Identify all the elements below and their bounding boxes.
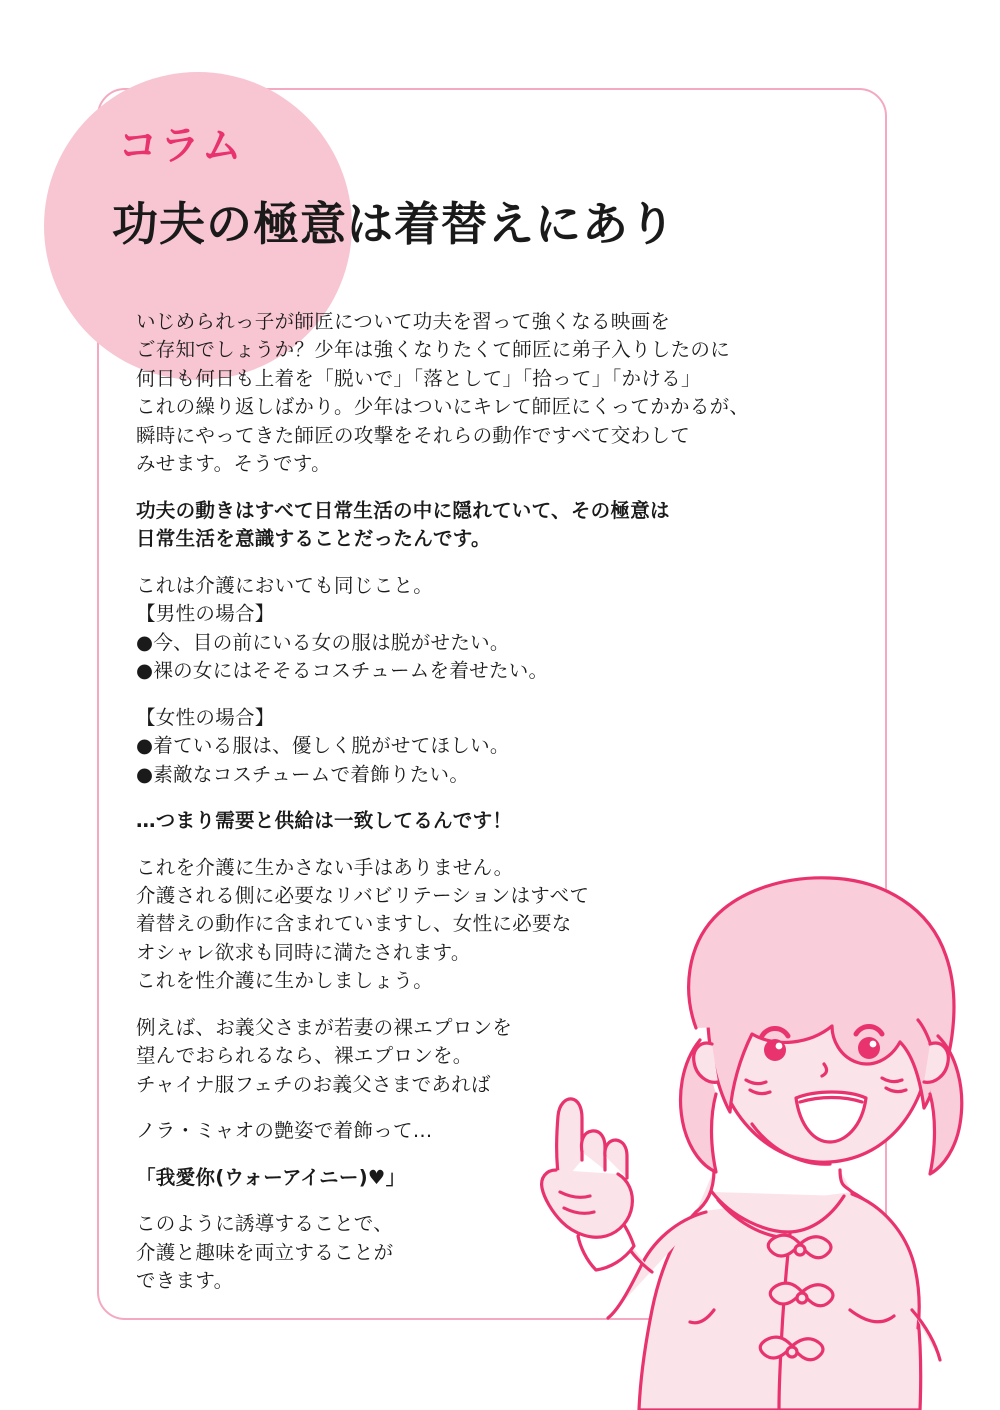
body-line: 【女性の場合】 — [136, 705, 275, 729]
body-paragraph — [136, 807, 836, 835]
body-line: 望んでおられるなら、裸エプロンを。 — [136, 1044, 473, 1068]
column-kicker: コラム — [118, 123, 244, 169]
body-line: ●素敵なコスチュームで着飾りたい。 — [136, 762, 470, 786]
body-line: 何日も何日も上着を「脱いで」「落として」「拾って」「かける」 — [136, 366, 701, 390]
body-paragraph — [136, 308, 836, 479]
body-line: チャイナ服フェチのお義父さまであれば — [136, 1072, 491, 1096]
body-line: 着替えの動作に含まれていますし、女性に必要な — [136, 912, 572, 936]
body-paragraph — [136, 704, 836, 789]
body-line: 【男性の場合】 — [136, 602, 275, 626]
body-line: オシャレ欲求も同時に満たされます。 — [136, 940, 471, 964]
body-line: …つまり需要と供給は一致してるんです！ — [136, 809, 513, 833]
body-line: 介護される側に必要なリバビリテーションはすべて — [136, 883, 590, 907]
body-line: 「我愛你(ウォーアイニー)♥」 — [136, 1165, 406, 1189]
body-paragraph — [136, 572, 836, 686]
body-line: できます。 — [136, 1269, 234, 1293]
body-paragraph — [136, 1164, 836, 1192]
body-line: ご存知でしょうか？少年は強くなりたくて師匠に弟子入りしたのに — [136, 338, 731, 362]
body-line: これの繰り返しばかり。少年はついにキレて師匠にくってかかるが、 — [136, 395, 750, 419]
body-line: ●今、目の前にいる女の服は脱がせたい。 — [136, 630, 510, 654]
body-paragraph — [136, 1014, 836, 1099]
body-line: 介護と趣味を両立することが — [136, 1240, 394, 1264]
body-line: ●裸の女にはそそるコスチュームを着せたい。 — [136, 659, 549, 683]
body-line: みせます。そうです。 — [136, 452, 331, 476]
body-line: このように誘導することで、 — [136, 1212, 394, 1236]
body-line: 瞬時にやってきた師匠の攻撃をそれらの動作ですべて交わして — [136, 423, 691, 447]
body-line: ●着ている服は、優しく脱がせてほしい。 — [136, 734, 510, 758]
body-line: これは介護においても同じこと。 — [136, 573, 434, 597]
body-line: ノラ・ミャオの艶姿で着飾って… — [136, 1119, 433, 1143]
body-line: これを性介護に生かしましょう。 — [136, 969, 434, 993]
body-paragraph — [136, 854, 836, 996]
body-line: 功夫の動きはすべて日常生活の中に隠れていて、その極意は — [136, 498, 670, 522]
body-line: いじめられっ子が師匠について功夫を習って強くなる映画を — [136, 310, 671, 333]
body-paragraph — [136, 1210, 836, 1295]
body-line: 日常生活を意識することだったんです。 — [136, 527, 491, 551]
body-paragraph — [136, 497, 836, 554]
body-paragraph — [136, 1117, 836, 1145]
body-line: これを介護に生かさない手はありません。 — [136, 855, 514, 879]
article-body — [136, 308, 836, 1296]
page-title: 功夫の極意は着替えにあり — [112, 197, 676, 251]
body-line: 例えば、お義父さまが若妻の裸エプロンを — [136, 1015, 513, 1039]
